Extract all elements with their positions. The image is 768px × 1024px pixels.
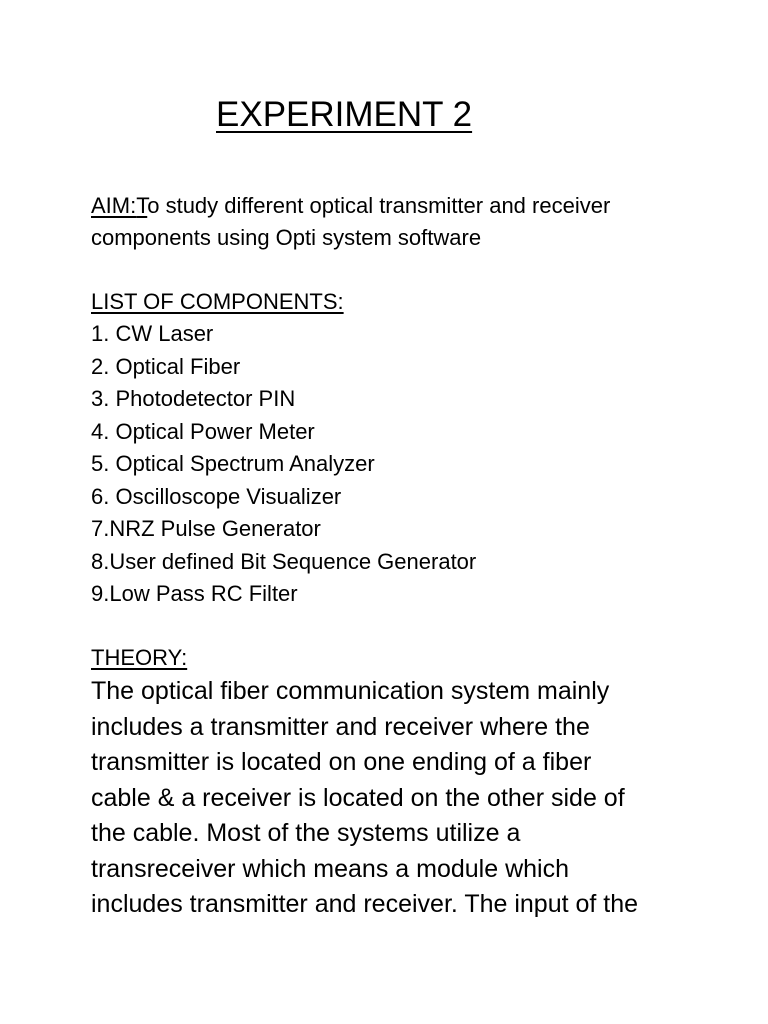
theory-line: transreceiver which means a module which: [91, 854, 569, 883]
theory-line: The optical fiber communication system mainly: [91, 677, 610, 705]
theory-line: cable & a receiver is located on the other side of: [91, 783, 625, 812]
theory-line: includes transmitter and receiver. The input of the: [91, 890, 639, 918]
aim-label: [91, 193, 147, 218]
list-item: 8.User defined Bit Sequence Generator: [91, 548, 477, 574]
components-heading: LIST OF COMPONENTS:: [91, 289, 344, 314]
list-item: 9.Low Pass RC Filter: [91, 581, 298, 606]
theory-paragraph: [91, 674, 638, 923]
list-item: 6. Oscilloscope Visualizer: [91, 483, 342, 509]
aim-paragraph: [91, 190, 691, 254]
components-list: [91, 318, 476, 611]
theory-heading: THEORY:: [91, 645, 188, 670]
list-item: 4. Optical Power Meter: [91, 418, 315, 444]
theory-line: the cable. Most of the systems utilize a: [91, 819, 521, 847]
list-item: 1. CW Laser: [91, 321, 214, 346]
list-item: 3. Photodetector PIN: [91, 386, 296, 411]
list-item: 2. Optical Fiber: [91, 353, 241, 379]
aim-text: o study different optical transmitter and receiver components using Opti system software: [91, 193, 611, 250]
aim-first-char: T: [136, 193, 148, 218]
page-title: EXPERIMENT 2: [216, 95, 473, 134]
list-item: 7.NRZ Pulse Generator: [91, 516, 321, 541]
aim-label-text: AIM:: [91, 193, 137, 218]
list-item: 5. Optical Spectrum Analyzer: [91, 451, 375, 476]
theory-line: transmitter is located on one ending of a fiber: [91, 748, 592, 776]
theory-line: includes a transmitter and receiver where the: [91, 712, 590, 741]
